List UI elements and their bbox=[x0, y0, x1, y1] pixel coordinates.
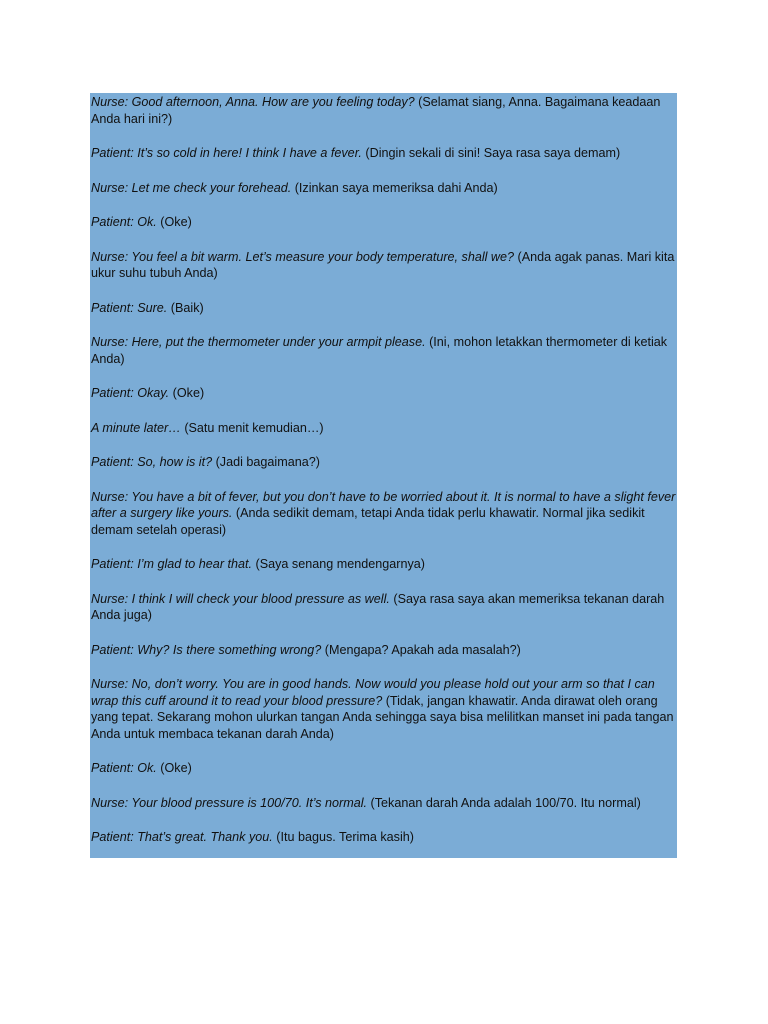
dialogue-line bbox=[91, 642, 677, 659]
english-text: Nurse: Here, put the thermometer under your armpit please. bbox=[91, 335, 426, 349]
dialogue-line bbox=[91, 334, 677, 367]
indonesian-translation: (Satu menit kemudian…) bbox=[180, 420, 324, 435]
english-text: Nurse: No, don’t worry. You are in good hands. Now would you please hold out your arm so that I can wrap this cuff around it to read your blood pressure? bbox=[91, 677, 655, 708]
indonesian-translation: (Dingin sekali di sini! Saya rasa saya demam) bbox=[361, 146, 621, 160]
dialogue-line bbox=[91, 385, 677, 402]
indonesian-translation: (Anda agak panas. Mari kita ukur suhu tubuh Anda) bbox=[91, 249, 675, 280]
indonesian-translation: (Tekanan darah Anda adalah 100/70. Itu normal) bbox=[367, 795, 641, 810]
dialogue-line bbox=[91, 420, 677, 437]
english-text: A minute later… bbox=[91, 420, 181, 435]
indonesian-translation: (Itu bagus. Terima kasih) bbox=[272, 830, 414, 844]
dialogue-line bbox=[91, 760, 677, 777]
dialogue-line bbox=[91, 829, 677, 846]
dialogue-line bbox=[91, 591, 677, 624]
dialogue-line bbox=[91, 676, 677, 742]
english-text: Patient: Ok. bbox=[91, 215, 157, 229]
english-text: Patient: Okay. bbox=[91, 386, 170, 400]
dialogue-line bbox=[91, 180, 677, 197]
dialogue-line bbox=[91, 145, 677, 162]
english-text: Nurse: Your blood pressure is 100/70. It’s normal. bbox=[91, 795, 368, 810]
english-text: Patient: Ok. bbox=[91, 761, 157, 775]
english-text: Patient: Sure. bbox=[91, 300, 168, 315]
indonesian-translation: (Oke) bbox=[156, 215, 192, 229]
dialogue-line bbox=[91, 249, 677, 282]
indonesian-translation: (Selamat siang, Anna. Bagaimana keadaan Anda hari ini?) bbox=[91, 95, 661, 126]
english-text: Patient: That’s great. Thank you. bbox=[91, 830, 273, 844]
indonesian-translation: (Mengapa? Apakah ada masalah?) bbox=[321, 642, 521, 657]
english-text: Patient: It’s so cold in here! I think I have a fever. bbox=[91, 146, 362, 160]
indonesian-translation: (Baik) bbox=[167, 300, 204, 315]
indonesian-translation: (Saya rasa saya akan memeriksa tekanan darah Anda juga) bbox=[91, 591, 665, 622]
dialogue-line bbox=[91, 489, 677, 539]
english-text: Nurse: You feel a bit warm. Let’s measure your body temperature, shall we? bbox=[91, 249, 515, 264]
english-text: Nurse: I think I will check your blood pressure as well. bbox=[91, 591, 390, 606]
dialogue-line bbox=[91, 214, 677, 231]
indonesian-translation: (Ini, mohon letakkan thermometer di ketiak Anda) bbox=[91, 335, 668, 366]
english-text: Patient: So, how is it? bbox=[91, 455, 213, 469]
english-text: Nurse: You have a bit of fever, but you don’t have to be worried about it. It is normal to have a slight fever after a surgery like yours. bbox=[91, 489, 676, 520]
indonesian-translation: (Izinkan saya memeriksa dahi Anda) bbox=[291, 180, 498, 195]
dialogue-line bbox=[91, 300, 677, 317]
english-text: Patient: I’m glad to hear that. bbox=[91, 557, 253, 571]
dialogue-line bbox=[91, 454, 677, 471]
english-text: Nurse: Let me check your forehead. bbox=[91, 180, 292, 195]
english-text: Nurse: Good afternoon, Anna. How are you feeling today? bbox=[91, 95, 415, 109]
dialogue-line bbox=[91, 94, 677, 127]
indonesian-translation: (Jadi bagaimana?) bbox=[212, 455, 320, 469]
dialogue-line bbox=[91, 556, 677, 573]
indonesian-translation: (Oke) bbox=[156, 761, 192, 775]
dialogue-block bbox=[90, 93, 677, 858]
indonesian-translation: (Saya senang mendengarnya) bbox=[252, 557, 425, 571]
indonesian-translation: (Tidak, jangan khawatir. Anda dirawat oleh orang yang tepat. Sekarang mohon ulurkan tangan Anda sehingga saya bisa melilitkan manset ini pada tangan Anda untuk membaca tekanan darah Anda) bbox=[91, 693, 674, 741]
indonesian-translation: (Oke) bbox=[169, 386, 205, 400]
indonesian-translation: (Anda sedikit demam, tetapi Anda tidak perlu khawatir. Normal jika sedikit demam setelah operasi) bbox=[91, 506, 645, 537]
dialogue-line bbox=[91, 795, 677, 812]
english-text: Patient: Why? Is there something wrong? bbox=[91, 642, 322, 657]
